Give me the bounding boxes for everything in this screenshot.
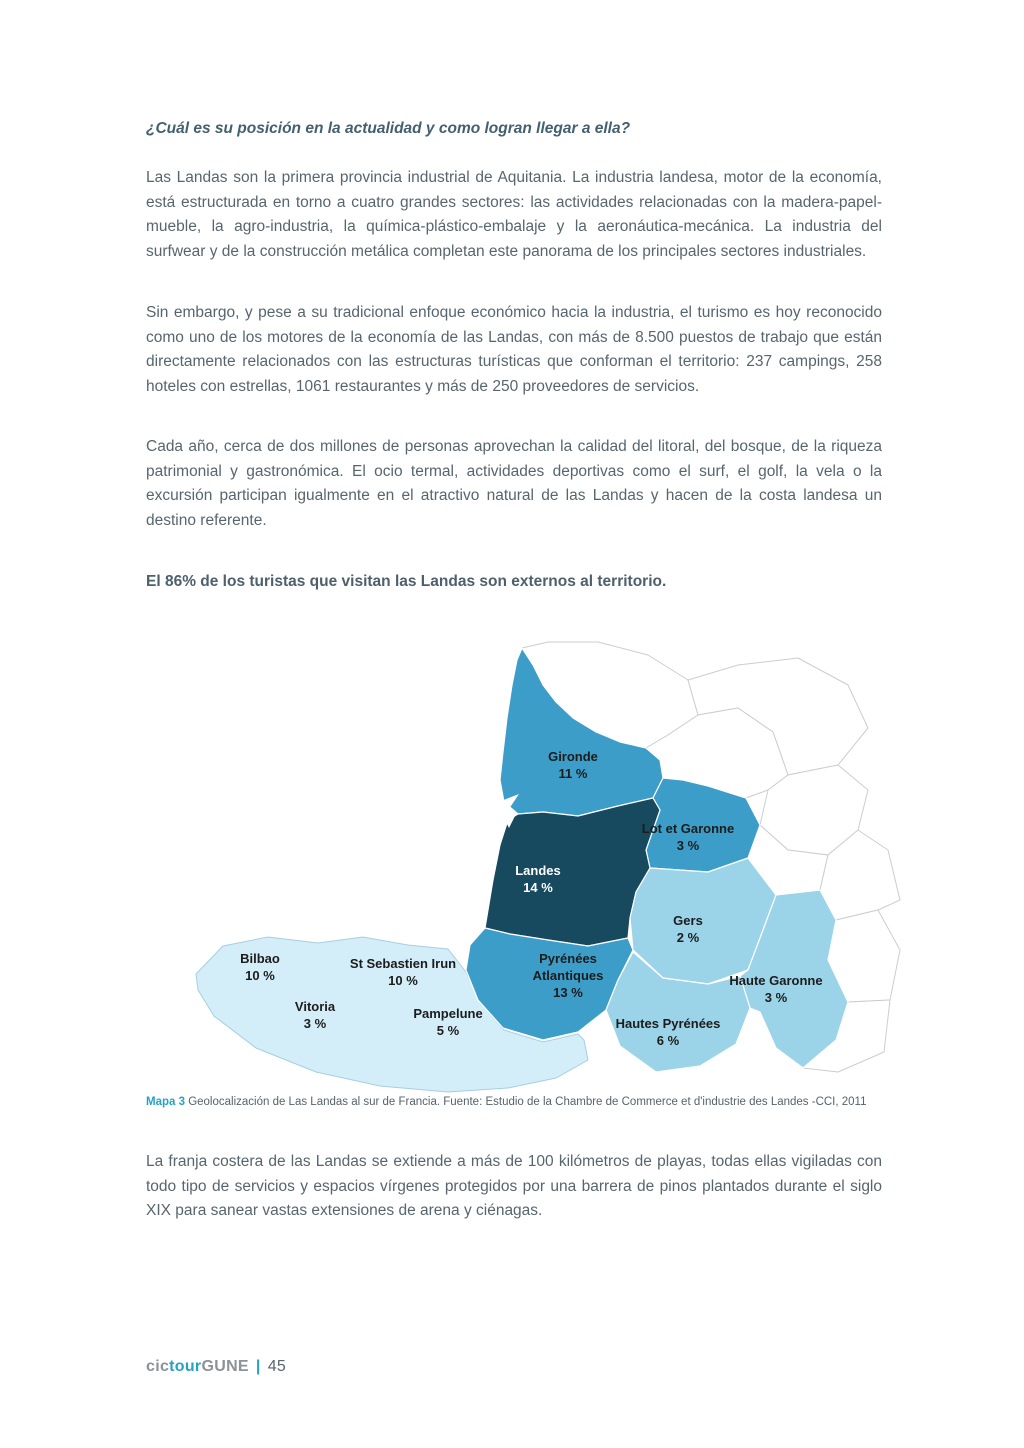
label-hautes-pyrenees xyxy=(616,1015,721,1049)
logo-gune: GUNE xyxy=(201,1358,249,1375)
region-value: 3 % xyxy=(676,838,700,853)
region-value: 13 % xyxy=(553,985,583,1000)
logo-tour: tour xyxy=(169,1358,202,1375)
region-value: 6 % xyxy=(656,1033,680,1048)
region-name: Hautes Pyrénées xyxy=(615,1016,721,1031)
footer-divider: | xyxy=(255,1358,261,1375)
city-value: 10 % xyxy=(245,968,275,983)
paragraph-visitors: Cada año, cerca de dos millones de personas aprovechan la calidad del litoral, del bosque, de la riqueza patrimonial y gastronómica. El ocio termal, actividades deportivas como el surf, el golf, la vela o la excursión participan igualmente en el atractivo natural de las Landas y hacen de la costa landesa un destino referente. xyxy=(146,438,882,529)
city-name: St Sebastien Irun xyxy=(349,956,457,971)
city-value: 3 % xyxy=(303,1016,327,1031)
question-heading: ¿Cuál es su posición en la actualidad y como logran llegar a ella? xyxy=(146,120,631,137)
caption-text: Geolocalización de Las Landas al sur de Francia. Fuente: Estudio de la Chambre de Commerce et d'industrie des Landes -CCI, 2011 xyxy=(185,1096,867,1108)
region-name: Pyrénées Atlantiques xyxy=(532,951,604,983)
paragraph-coast: La franja costera de las Landas se extiende a más de 100 kilómetros de playas, todas ellas vigiladas con todo tipo de servicios y espacios vírgenes protegidos por una barrera de pinos plantados durante el siglo XIX para sanear vastas extensiones de arena y ciénagas. xyxy=(146,1153,882,1219)
region-value: 2 % xyxy=(676,930,700,945)
region-value: 14 % xyxy=(523,880,553,895)
region-name: Haute Garonne xyxy=(729,973,823,988)
logo-cic: cic xyxy=(146,1358,170,1375)
label-vitoria xyxy=(295,998,335,1032)
label-gironde xyxy=(548,748,598,782)
region-value: 11 % xyxy=(558,766,588,781)
map-figure xyxy=(148,640,908,1100)
page-number: 45 xyxy=(267,1358,287,1375)
label-haute-garonne xyxy=(729,972,822,1006)
city-name: Pampelune xyxy=(413,1006,483,1021)
region-value: 3 % xyxy=(764,990,788,1005)
city-name: Bilbao xyxy=(240,951,280,966)
label-lot-et-garonne xyxy=(642,820,734,854)
city-name: Vitoria xyxy=(294,999,336,1014)
region-name: Gers xyxy=(673,913,703,928)
label-bilbao xyxy=(240,950,280,984)
city-value: 10 % xyxy=(388,973,418,988)
label-landes xyxy=(515,862,561,896)
region-name: Landes xyxy=(515,863,561,878)
paragraph-industry: Las Landas son la primera provincia industrial de Aquitania. La industria landesa, motor de la economía, está estructurada en torno a cuatro grandes sectores: las actividades relacionadas con la madera-papel-mueble, la agro-industria, la química-plástico-embalaje y la aeronáutica-mecánica. La industria del surfwear y de la construcción metálica completan este panorama de los principales sectores industriales. xyxy=(146,169,882,260)
caption-label: Mapa 3 xyxy=(146,1096,185,1108)
stat-heading: El 86% de los turistas que visitan las Landas son externos al territorio. xyxy=(146,573,667,590)
map-caption xyxy=(146,1094,886,1112)
city-value: 5 % xyxy=(436,1023,460,1038)
label-st-sebastien-irun xyxy=(350,955,456,989)
paragraph-tourism: Sin embargo, y pese a su tradicional enfoque económico hacia la industria, el turismo es hoy reconocido como uno de los motores de la economía de las Landas, con más de 8.500 puestos de trabajo que están directamente relacionados con las estructuras turísticas que conforman el territorio: 237 campings, 258 hoteles con estrellas, 1061 restaurantes y más de 250 proveedores de servicios. xyxy=(146,304,882,395)
label-pyrenees-atlantiques xyxy=(512,950,624,1001)
page-footer xyxy=(146,1358,286,1376)
label-gers xyxy=(673,912,703,946)
label-pampelune xyxy=(413,1005,482,1039)
region-name: Lot et Garonne xyxy=(641,821,735,836)
region-name: Gironde xyxy=(548,749,598,764)
